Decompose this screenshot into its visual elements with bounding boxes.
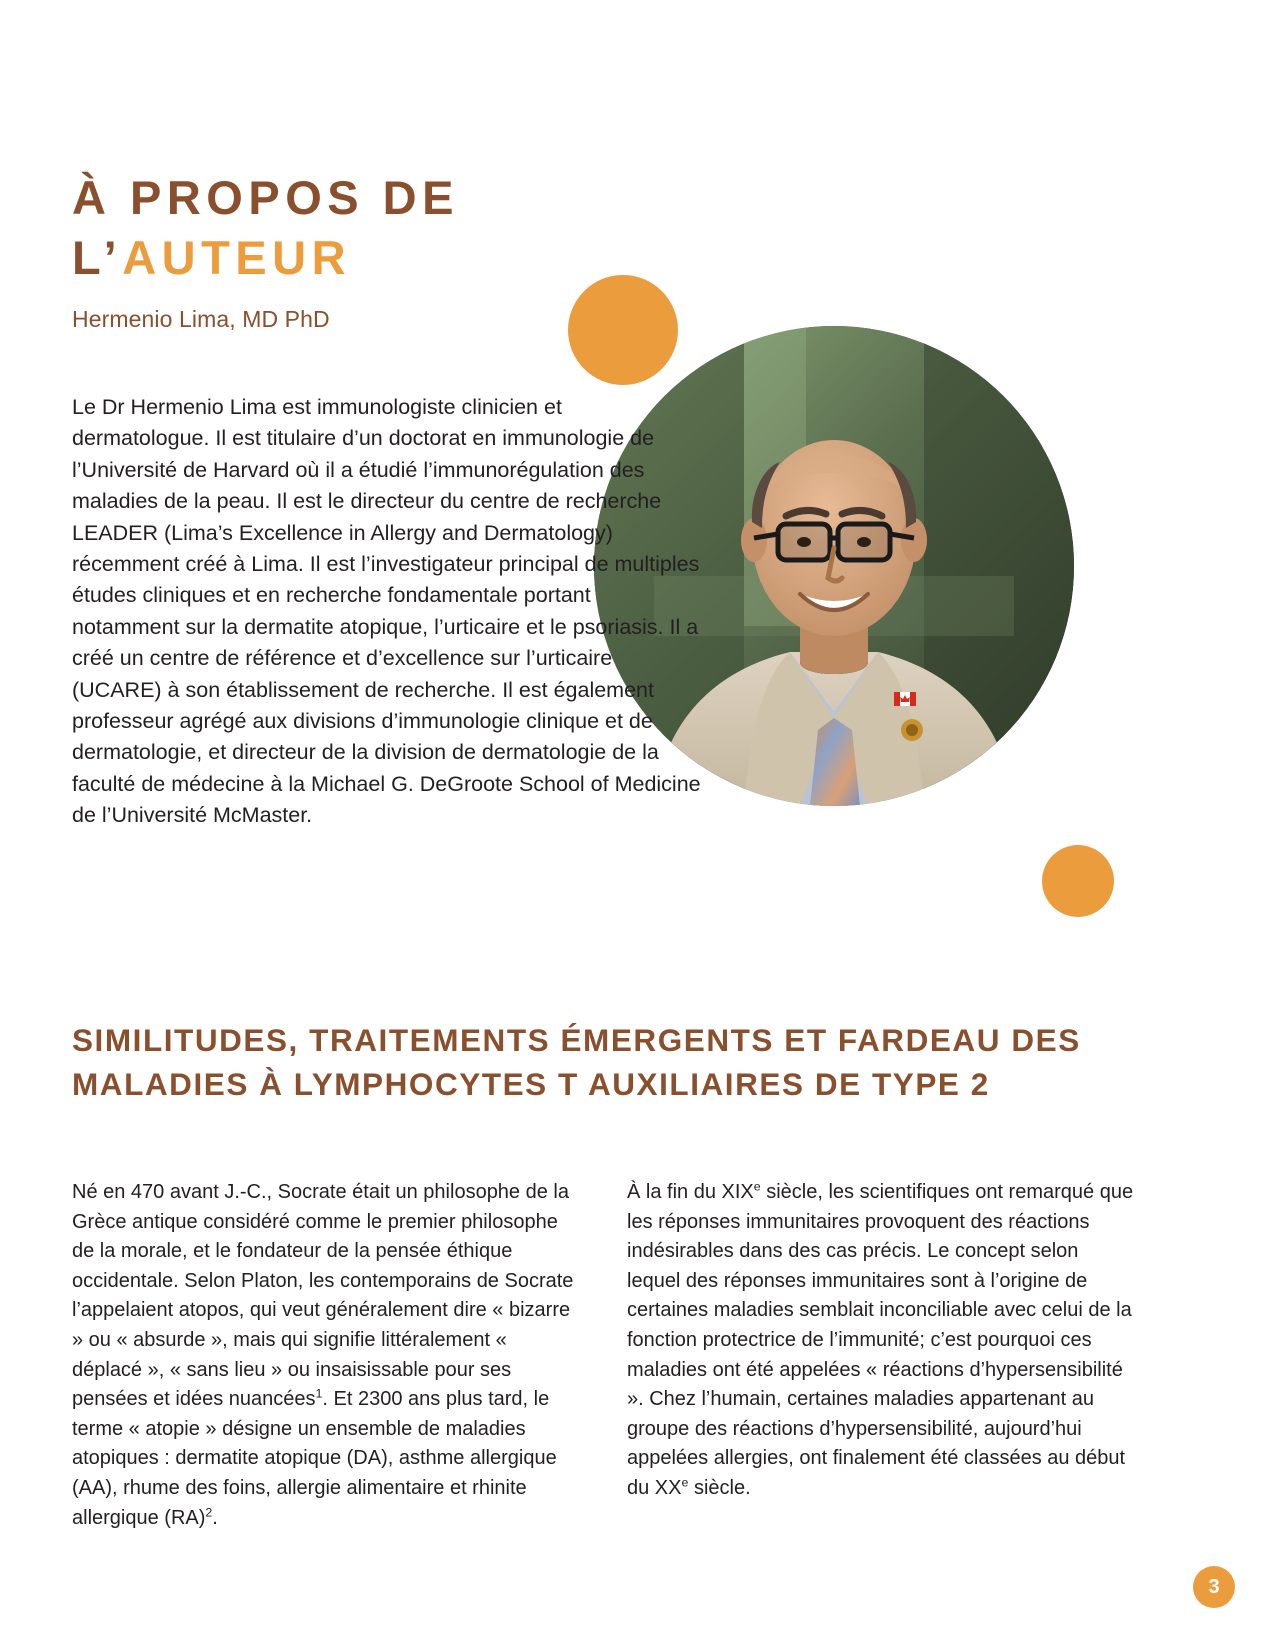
page-title-line1: À PROPOS DE xyxy=(72,171,459,224)
author-bio xyxy=(72,392,704,832)
left-text-part1: Né en 470 avant J.-C., Socrate était un philosophe de la Grèce antique considéré comme le premier philosophe de la morale, et le fondateur de la pensée éthique occidentale. Selon Platon, les contemporains de Socrate l’appelaient atopos, qui veut généralement dire « bizarre » ou « absurde », mais qui signifie littéralement « déplacé », « sans lieu » ou insaisissable pour ses pensées et idées nuancées xyxy=(72,1181,574,1411)
page-title-accent: AUTEUR xyxy=(122,231,352,285)
author-byline: Hermenio Lima, MD PhD xyxy=(72,306,330,333)
article-columns xyxy=(72,1178,1134,1533)
page-title xyxy=(72,168,632,288)
article-column-right xyxy=(627,1178,1134,1533)
right-text-part1: À la fin du XIX xyxy=(627,1181,754,1203)
left-text-part2: . Et 2300 ans plus tard, le terme « atopie » désigne un ensemble de maladies atopiques : dermatite atopique (DA), asthme allergique (AA), rhume des foins, allergie alimentaire et rhinite allergique (RA) xyxy=(72,1388,557,1529)
article-paragraph-left xyxy=(72,1178,579,1533)
section-heading: SIMILITUDES, TRAITEMENTS ÉMERGENTS ET FARDEAU DES MALADIES À LYMPHOCYTES T AUXILIAIRES DE TYPE 2 xyxy=(72,1022,1081,1102)
right-text-part3: siècle. xyxy=(688,1476,751,1499)
ordinal-suffix-19: e xyxy=(753,1179,761,1194)
page-title-prefix: L’ xyxy=(72,231,123,285)
left-text-part3: . xyxy=(212,1506,218,1529)
article-paragraph-right xyxy=(627,1178,1134,1504)
author-bio-text: Le Dr Hermenio Lima est immunologiste clinicien et dermatologue. Il est titulaire d’un doctorat en immunologie de l’Université de Harvard où il a étudié l’immunorégulation des maladies de la peau. Il est le directeur du centre de recherche LEADER (Lima’s Excellence in Allergy and Dermatology) récemment créé à Lima. Il est l’investigateur principal de multiples études cliniques et en recherche fondamentale portant notamment sur la dermatite atopique, l’urticaire et le psoriasis. Il a créé un centre de référence et d’excellence sur l’urticaire (UCARE) à son établissement de recherche. Il est également professeur agrégé aux divisions d’immunologie clinique et de dermatologie, et directeur de la division de dermatologie de la faculté de médecine à la Michael G. DeGroote School of Medicine de l’Université McMaster. xyxy=(72,395,701,828)
footnote-ref-2: 2 xyxy=(205,1504,213,1519)
decorative-circle-bottom xyxy=(1042,845,1114,917)
footnote-ref-1: 1 xyxy=(315,1386,323,1401)
page-number-badge: 3 xyxy=(1193,1566,1235,1608)
article-column-left xyxy=(72,1178,579,1533)
ordinal-suffix-20: e xyxy=(681,1475,689,1490)
right-text-part2: siècle, les scientifiques ont remarqué que les réponses immunitaires provoquent des réactions indésirables dans des cas précis. Le concept selon lequel des réponses immunitaires sont à l’origine de certaines maladies semblait inconciliable avec celui de la fonction protectrice de l’immunité; c’est pourquoi ces maladies ont été appelées « réactions d’hypersensibilité ». Chez l’humain, certaines maladies appartenant au groupe des réactions d’hypersensibilité, aujourd’hui appelées allergies, ont finalement été classées au début du XX xyxy=(627,1181,1134,1499)
header-block xyxy=(72,168,632,333)
